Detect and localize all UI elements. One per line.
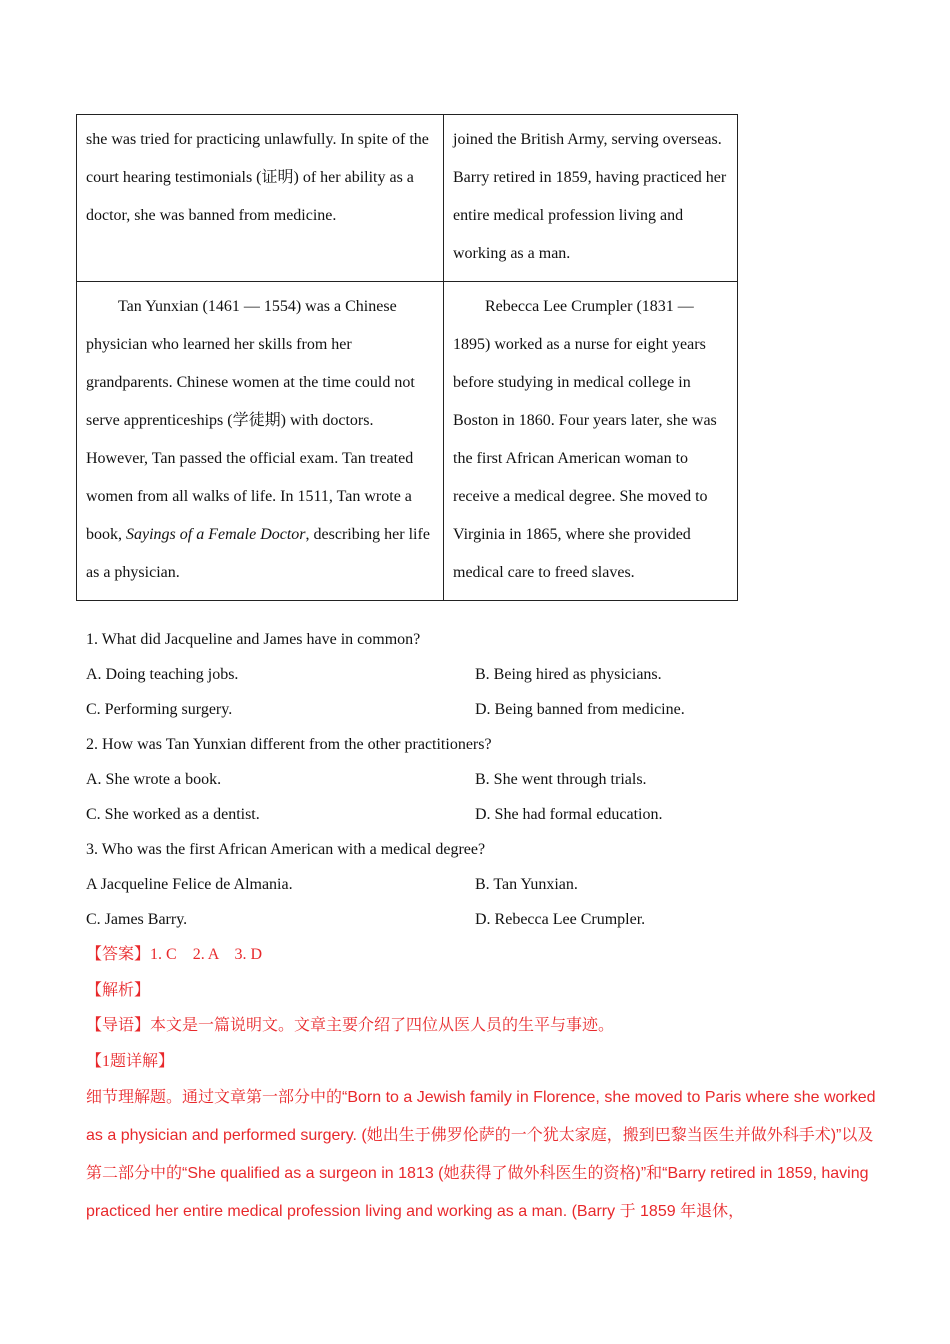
answer-section — [86, 939, 876, 1081]
book-title: Sayings of a Female Doctor — [126, 526, 306, 543]
option: B. She went through trials. — [475, 771, 647, 788]
passage-cell-barry-end — [444, 115, 738, 282]
answer-label: 【答案】 — [86, 946, 151, 963]
option: A. Doing teaching jobs. — [86, 666, 239, 683]
option: A Jacqueline Felice de Almania. — [86, 876, 293, 893]
passage-text: joined the British Army, serving overseas. Barry retired in 1859, having practiced her entire medical profession living and working as a man. — [453, 131, 727, 262]
q1-detail-label: 【1题详解】 — [86, 1052, 175, 1070]
passage-cell-tan-yunxian — [77, 282, 444, 601]
option-row — [86, 659, 906, 694]
passage-cell-jacqueline-end — [77, 115, 444, 282]
guide-text: 本文是一篇说明文。文章主要介绍了四位从医人员的生平与事迹。 — [150, 1017, 615, 1034]
option-row — [86, 799, 906, 834]
option: B. Being hired as physicians. — [475, 666, 662, 683]
option: B. Tan Yunxian. — [475, 876, 578, 893]
question-list — [86, 624, 906, 939]
analysis-label: 【解析】 — [86, 981, 151, 999]
passage-text: Tan Yunxian (1461 — 1554) was a Chinese physician who learned her skills from her grandparents. Chinese women at the time could not serve apprenticeships (学徒期) with doctors. However, Tan passed the official exam. Tan treated women from all walks of life. In 1511, Tan wrote a book, — [86, 298, 415, 543]
option-row — [86, 764, 906, 799]
passage-table — [76, 114, 738, 601]
question-stem: 3. Who was the first African American with a medical degree? — [86, 841, 486, 858]
answer-line — [86, 939, 876, 975]
passage-text: Rebecca Lee Crumpler (1831 — 1895) worked as a nurse for eight years before studying in medical college in Boston in 1860. Four years later, she was the first African American woman to receive a medical degree. She moved to Virginia in 1865, where she provided medical care to freed slaves. — [453, 298, 717, 581]
q1-explanation: 细节理解题。通过文章第一部分中的“Born to a Jewish family in Florence, she moved to Paris where she worked as a physician and performed surgery. (她出生于佛罗伦萨的一个犹太家庭，搬到巴黎当医生并做外科手术)”以及第二部分中的“She qualified as a surgeon in 1813 (她获得了做外科医生的资格)”和“Barry retired in 1859, having practiced her entire medical profession living and working as a man. (Barry 于 1859 年退休， — [86, 1089, 876, 1220]
guide-line — [86, 1010, 876, 1046]
option: D. She had formal education. — [475, 806, 663, 823]
option-row — [86, 694, 906, 729]
option: C. James Barry. — [86, 911, 188, 928]
option: C. Performing surgery. — [86, 701, 233, 718]
option: D. Being banned from medicine. — [475, 701, 685, 718]
passage-cell-crumpler — [444, 282, 738, 601]
guide-label: 【导语】 — [86, 1017, 151, 1034]
passage-row — [77, 282, 738, 601]
question-stem: 2. How was Tan Yunxian different from the other practitioners? — [86, 736, 492, 753]
passage-text: , describing her life as a physician. — [86, 526, 430, 581]
option-row — [86, 869, 906, 904]
answer-text: 1. C 2. A 3. D — [150, 946, 263, 963]
passage-text: she was tried for practicing unlawfully. In spite of the court hearing testimonials (证明) of her ability as a doctor, she was banned from medicine. — [86, 131, 429, 224]
option: D. Rebecca Lee Crumpler. — [475, 911, 646, 928]
question-stem: 1. What did Jacqueline and James have in common? — [86, 631, 421, 648]
option: C. She worked as a dentist. — [86, 806, 260, 823]
option: A. She wrote a book. — [86, 771, 222, 788]
passage-row — [77, 115, 738, 282]
option-row — [86, 904, 906, 939]
